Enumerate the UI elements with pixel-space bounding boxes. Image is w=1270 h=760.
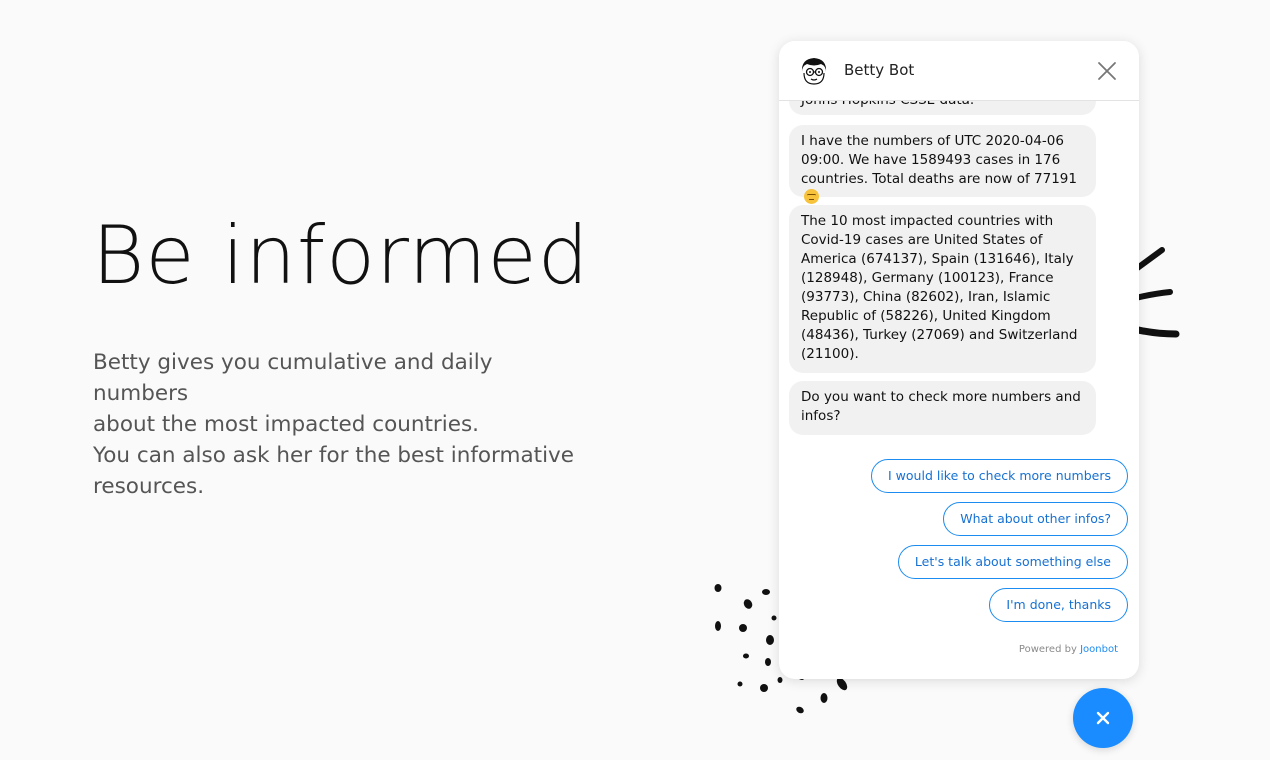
bot-name: Betty Bot: [844, 61, 915, 79]
message-text: Do you want to check more numbers and infos?: [801, 389, 1081, 424]
quick-reply-done[interactable]: I'm done, thanks: [989, 588, 1128, 622]
bot-message: [789, 381, 1096, 435]
hero-title: Be informed: [92, 209, 590, 302]
chat-window: [779, 41, 1139, 679]
message-text: The 10 most impacted countries with Covid-19 cases are United States of America (674137), Spain (131646), Italy (128948), Germany (100123), France (93773), China (82602), Iran, Islamic Republic of (58226), United Kingdom (48436), Turkey (27069) and Switzerland (21100).: [801, 213, 1078, 362]
close-icon: [1095, 59, 1119, 83]
powered-by: [1019, 644, 1118, 655]
chat-toggle-button[interactable]: [1073, 688, 1133, 748]
close-icon: [1093, 708, 1113, 728]
chat-header: [779, 41, 1139, 101]
powered-by-label: Powered by: [1018, 644, 1077, 655]
quick-reply-other-infos[interactable]: What about other infos?: [943, 502, 1128, 536]
avatar: [799, 56, 829, 86]
joonbot-link[interactable]: Joonbot: [1080, 644, 1118, 655]
hero-description: [93, 347, 593, 502]
quick-reply-something-else[interactable]: Let's talk about something else: [898, 545, 1128, 579]
bot-message: [789, 125, 1096, 197]
betty-avatar-icon: [799, 56, 829, 86]
chat-messages[interactable]: [779, 41, 1139, 679]
quick-reply-more-numbers[interactable]: I would like to check more numbers: [871, 459, 1128, 493]
hero-line: Betty gives you cumulative and daily numbers: [93, 350, 493, 406]
bot-message: [789, 205, 1096, 373]
hero-line: You can also ask her for the best informative: [93, 443, 574, 468]
relieved-face-emoji-icon: [804, 189, 819, 204]
hero-line: resources.: [93, 474, 205, 499]
close-chat-button[interactable]: [1095, 59, 1119, 83]
message-text: I have the numbers of UTC 2020-04-06 09:00. We have 1589493 cases in 176 countries. Total deaths are now of 77191: [801, 133, 1077, 187]
hero-line: about the most impacted countries.: [93, 412, 479, 437]
